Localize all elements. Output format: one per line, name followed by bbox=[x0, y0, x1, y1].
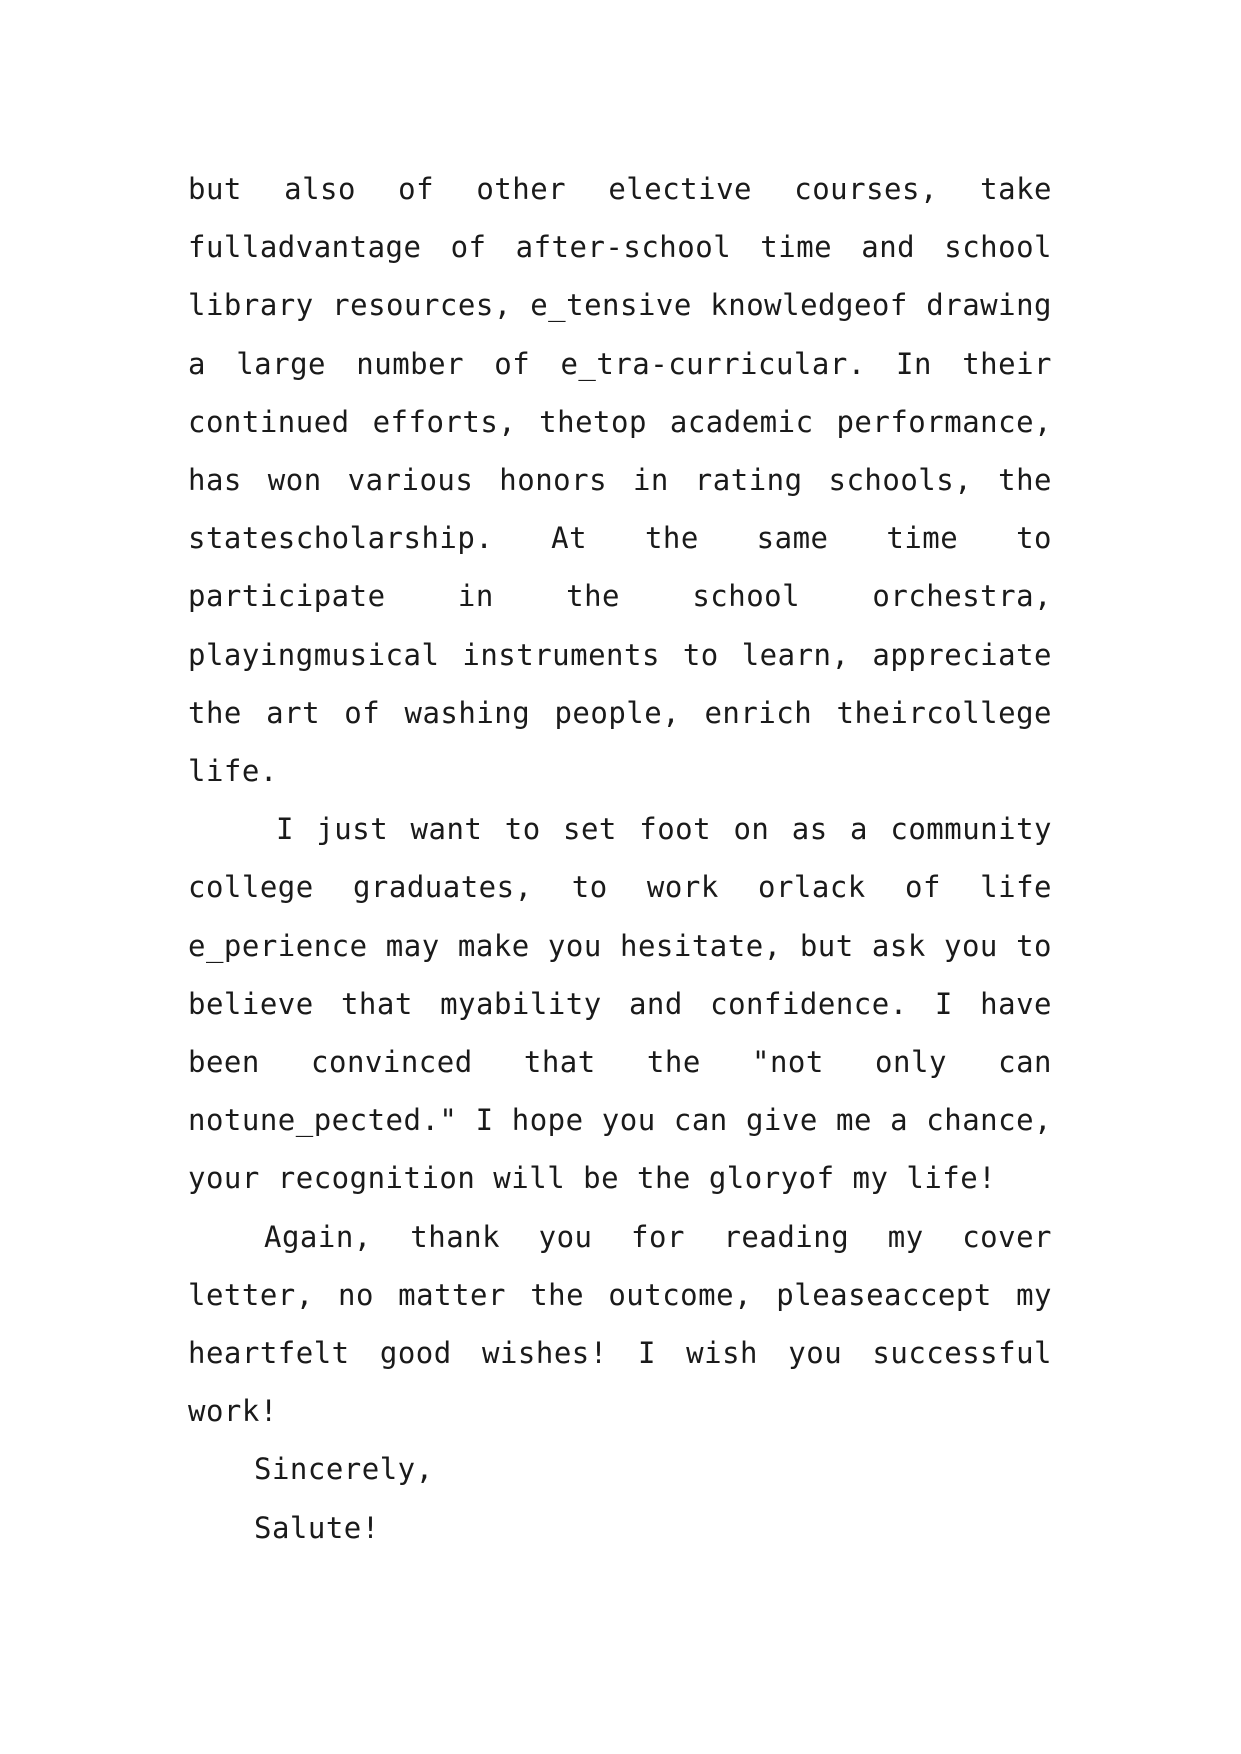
letter-body bbox=[188, 160, 1052, 1557]
closing-salute: Salute! bbox=[254, 1510, 380, 1545]
paragraph-education: but also of other elective courses, take fulladvantage of after-school time and school library resources, e_tensive knowledgeof drawing a large number of e_tra-curricular. In their continued efforts, thetop academic performance, has won various honors in rating schools, the statescholarship. At the same time to participate in the school orchestra, playingmusical instruments to learn, appreciate the art of washing people, enrich theircollege life. bbox=[188, 172, 1052, 789]
paragraph-thanks: Again, thank you for reading my cover letter, no matter the outcome, pleaseaccept my heartfelt good wishes! I wish you successful work! bbox=[188, 1219, 1052, 1429]
paragraph-confidence: I just want to set foot on as a community college graduates, to work orlack of life e_perience may make you hesitate, but ask you to believe that myability and confidence. I have been convinced that the "not only can notune_pected." I hope you can give me a chance, your recognition will be the gloryof my life! bbox=[188, 812, 1052, 1196]
closing-sincerely: Sincerely, bbox=[254, 1452, 434, 1487]
